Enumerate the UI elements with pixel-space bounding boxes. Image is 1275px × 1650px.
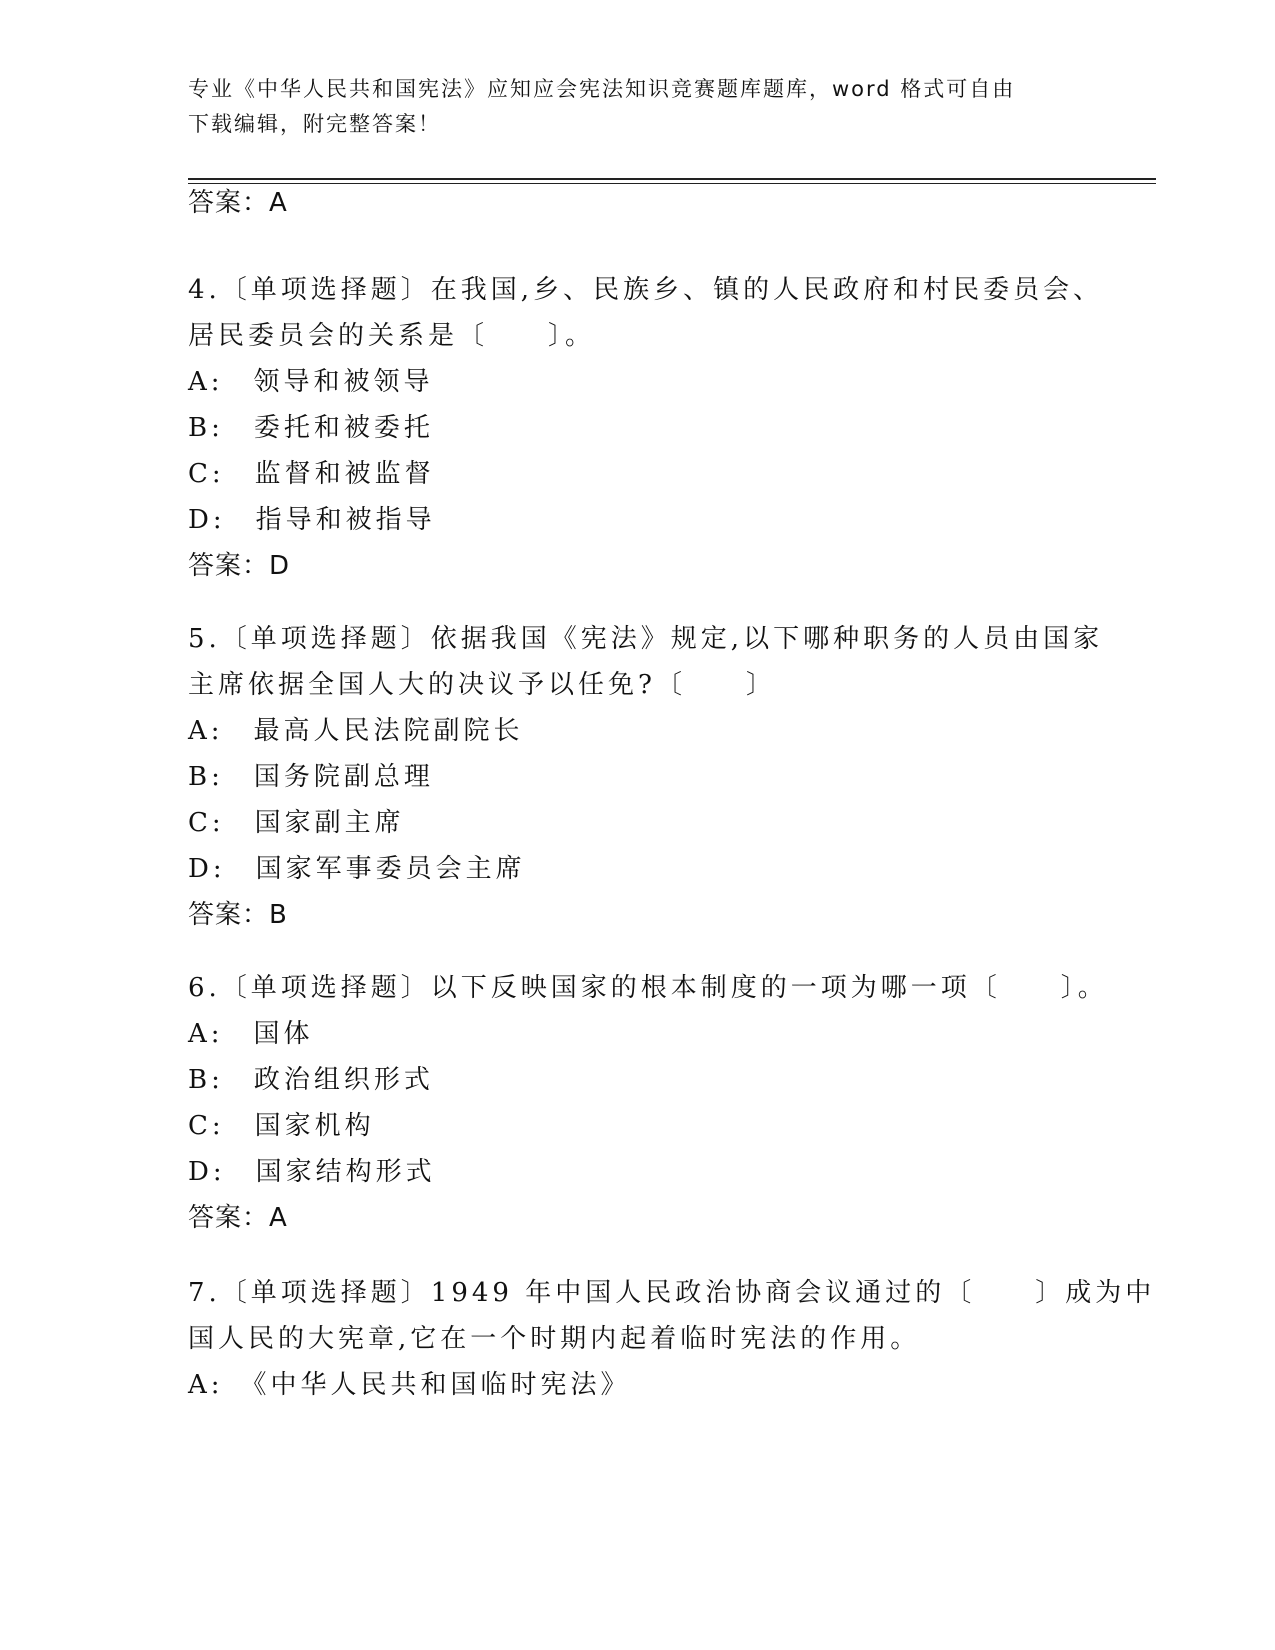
question-text-line: 6.〔单项选择题〕以下反映国家的根本制度的一项为哪一项〔 〕。 — [188, 973, 1108, 1003]
option-a: A: 《中华人民共和国临时宪法》 — [188, 1370, 631, 1400]
question-4 — [188, 267, 1148, 589]
question-text-line: 4.〔单项选择题〕在我国,乡、民族乡、镇的人民政府和村民委员会、 — [188, 275, 1104, 305]
option-b: B: 国务院副总理 — [188, 762, 434, 792]
header-line-1: 专业《中华人民共和国宪法》应知应会宪法知识竞赛题库题库，word 格式可自由 — [188, 77, 1016, 101]
option-a: A: 国体 — [188, 1019, 314, 1049]
option-c: C: 监督和被监督 — [188, 459, 435, 489]
question-text-line: 5.〔单项选择题〕依据我国《宪法》规定,以下哪种职务的人员由国家 — [188, 624, 1104, 654]
option-a: A: 领导和被领导 — [188, 367, 434, 397]
question-text-line: 主席依据全国人大的决议予以任免?〔 〕 — [188, 670, 776, 700]
answer-label: 答案：A — [188, 1203, 288, 1233]
question-text-line: 国人民的大宪章,它在一个时期内起着临时宪法的作用。 — [188, 1324, 921, 1354]
previous-answer-block — [188, 180, 1148, 226]
option-c: C: 国家机构 — [188, 1111, 375, 1141]
document-header — [188, 72, 1088, 142]
question-5 — [188, 616, 1148, 938]
option-d: D: 指导和被指导 — [188, 505, 436, 535]
answer-label: 答案：B — [188, 900, 288, 930]
answer-label: 答案：D — [188, 551, 291, 581]
question-7 — [188, 1270, 1156, 1408]
question-6 — [188, 965, 1148, 1241]
question-text-line: 7.〔单项选择题〕1949 年中国人民政治协商会议通过的〔 〕成为中 — [188, 1278, 1156, 1308]
option-b: B: 政治组织形式 — [188, 1065, 434, 1095]
option-a: A: 最高人民法院副院长 — [188, 716, 524, 746]
option-d: D: 国家军事委员会主席 — [188, 854, 526, 884]
header-line-2: 下载编辑，附完整答案！ — [188, 112, 441, 136]
option-b: B: 委托和被委托 — [188, 413, 434, 443]
option-c: C: 国家副主席 — [188, 808, 405, 838]
question-text-line: 居民委员会的关系是〔 〕。 — [188, 321, 596, 351]
option-d: D: 国家结构形式 — [188, 1157, 436, 1187]
answer-label: 答案：A — [188, 188, 288, 218]
